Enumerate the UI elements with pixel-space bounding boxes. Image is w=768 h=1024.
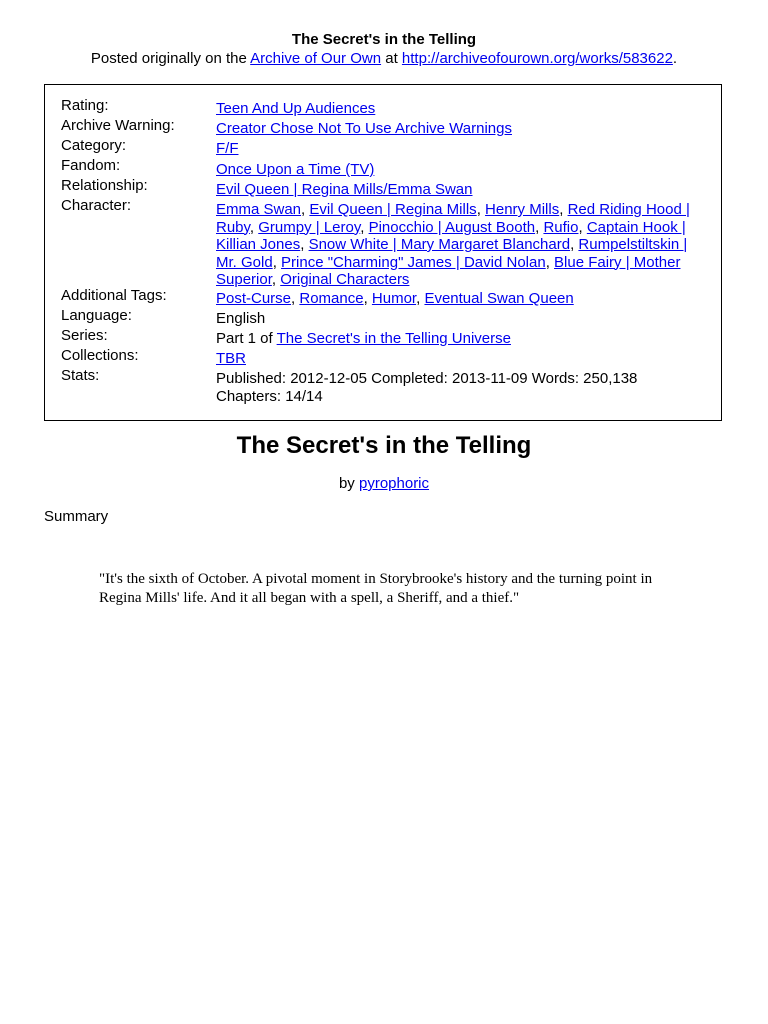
warning-link[interactable]: Creator Chose Not To Use Archive Warnings [216,120,512,137]
tag-link[interactable]: Post-Curse [216,290,292,307]
character-link[interactable]: Rufio [543,218,579,236]
relationship-value [216,181,706,199]
author-link[interactable]: pyrophoric [358,475,430,492]
series-label: Series: [61,327,108,344]
document-title: The Secret's in the Telling [291,31,477,48]
relationship-link[interactable]: Evil Queen | Regina Mills/Emma Swan [216,181,473,198]
posted-line [0,50,768,67]
fandom-link[interactable]: Once Upon a Time (TV) [216,161,375,178]
series-value [216,330,706,348]
stats-line-2: Chapters: 14/14 [216,387,323,405]
rating-value [216,100,706,118]
archive-link[interactable]: Archive of Our Own [250,50,382,67]
character-link[interactable]: Grumpy | Leroy [258,218,361,236]
character-link[interactable]: Emma Swan [216,201,302,218]
stats-line-1: Published: 2012-12-05 Completed: 2013-11-09 Words: 250,138 [216,370,638,387]
language-label: Language: [61,307,132,324]
character-link[interactable]: Henry Mills [485,201,560,218]
collections-label: Collections: [61,347,139,364]
character-link[interactable]: Evil Queen | Regina Mills [309,201,477,218]
posted-period: . [672,50,678,67]
fandom-label: Fandom: [61,157,121,174]
category-value [216,140,706,158]
summary-text: "It's the sixth of October. A pivotal moment in Storybrooke's history and the turning point in Regina Mills' life. And it all began with a spell, a Sheriff, and a thief." [99,571,653,606]
stats-label: Stats: [61,367,100,384]
byline [0,475,768,492]
character-link[interactable]: Pinocchio | August Booth [368,218,536,236]
work-url-link[interactable]: http://archiveofourown.org/works/583622 [401,50,673,67]
tag-link[interactable]: Eventual Swan Queen [424,290,574,307]
character-link[interactable]: Red Riding Hood | Ruby [216,201,690,236]
category-label: Category: [61,137,127,154]
warning-label: Archive Warning: [61,117,175,134]
series-prefix: Part 1 of [216,330,273,347]
tag-link[interactable]: Humor [371,290,417,307]
collection-link[interactable]: TBR [216,350,246,367]
warning-value [216,120,706,138]
collections-value [216,350,706,368]
relationship-label: Relationship: [61,177,148,194]
stats-value [216,370,706,405]
character-label: Character: [61,197,132,214]
summary-heading: Summary [44,508,109,525]
character-link[interactable]: Original Characters [280,271,410,288]
posted-at: at [385,50,398,67]
tags-list: Post-Curse, Romance, Humor, Eventual Swan Queen [216,290,574,307]
tag-link[interactable]: Romance [299,290,364,307]
tags-label: Additional Tags: [61,287,167,304]
language-value: English [216,310,266,327]
character-link[interactable]: Snow White | Mary Margaret Blanchard [308,236,571,253]
rating-link[interactable]: Teen And Up Audiences [216,100,376,117]
series-link[interactable]: The Secret's in the Telling Universe [276,330,511,347]
work-title: The Secret's in the Telling [236,432,532,459]
byline-by: by [338,475,355,492]
character-list: Emma Swan, Evil Queen | Regina Mills, Henry Mills, Red Riding Hood | Ruby, Grumpy | Leroy, Pinocchio | August Booth, Rufio, Captain Hook | Killian Jones, Snow White | Mary Margaret Blanchard, Rumpelstiltskin | Mr. Gold, Prince "Charming" James | David Nolan, Blue Fairy | Mother Superior, Original Characters [216,201,690,288]
category-link[interactable]: F/F [216,140,239,157]
character-link[interactable]: Prince "Charming" James | David Nolan [281,253,546,271]
posted-prefix: Posted originally on the [90,50,247,67]
character-link[interactable]: Rumpelstiltskin | Mr. Gold [216,236,688,271]
character-link[interactable]: Captain Hook | Killian Jones [216,218,686,253]
character-link[interactable]: Blue Fairy | Mother Superior [216,253,681,288]
fandom-value [216,161,706,179]
rating-label: Rating: [61,97,109,114]
